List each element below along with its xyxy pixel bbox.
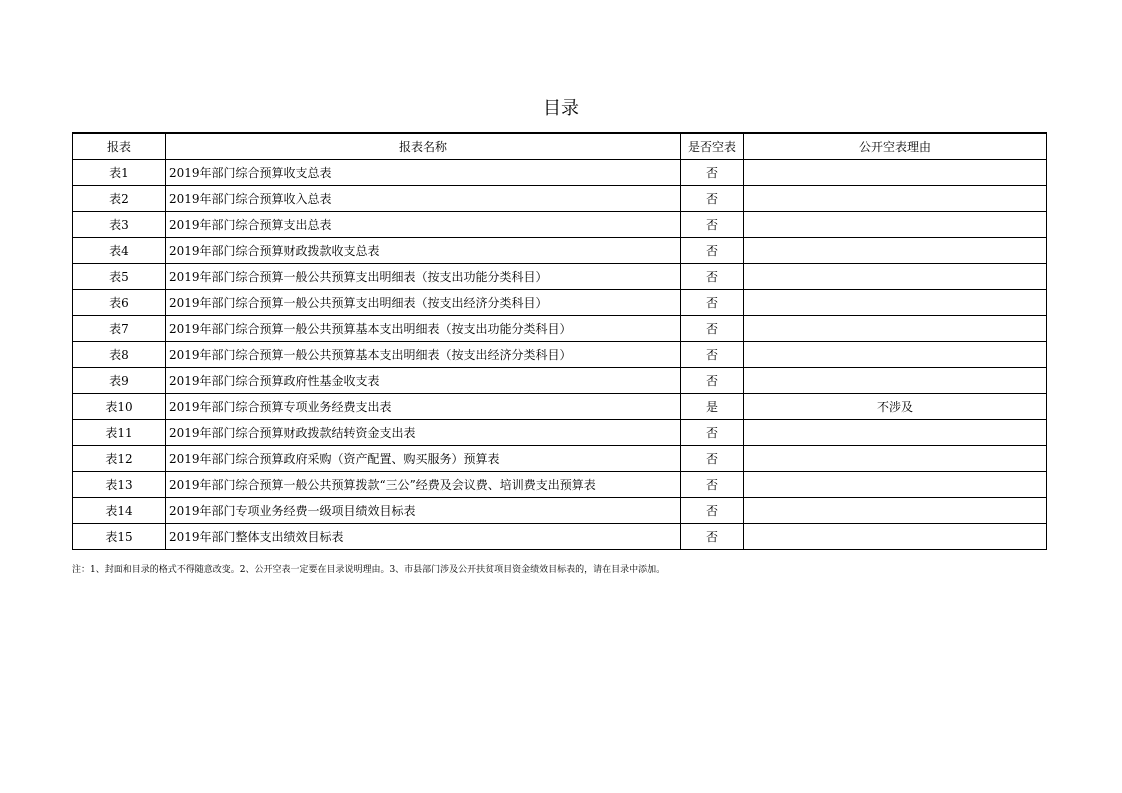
header-empty-reason: 公开空表理由 (744, 133, 1047, 160)
table-row (73, 472, 1047, 498)
page-title: 目录 (543, 98, 579, 119)
cell-report-no: 表10 (73, 394, 166, 420)
cell-empty-reason (744, 472, 1047, 498)
cell-report-no: 表15 (73, 524, 166, 550)
cell-is-empty: 是 (681, 394, 744, 420)
cell-report-name: 2019年部门综合预算支出总表 (166, 212, 681, 238)
cell-report-name: 2019年部门综合预算政府性基金收支表 (166, 368, 681, 394)
cell-is-empty: 否 (681, 524, 744, 550)
cell-report-no: 表2 (73, 186, 166, 212)
cell-report-name: 2019年部门综合预算一般公共预算支出明细表（按支出经济分类科目） (166, 290, 681, 316)
cell-report-no: 表6 (73, 290, 166, 316)
cell-report-name: 2019年部门综合预算专项业务经费支出表 (166, 394, 681, 420)
cell-is-empty: 否 (681, 316, 744, 342)
cell-report-name: 2019年部门综合预算财政拨款收支总表 (166, 238, 681, 264)
cell-empty-reason (744, 264, 1047, 290)
table-row (73, 238, 1047, 264)
cell-empty-reason (744, 368, 1047, 394)
cell-empty-reason (744, 238, 1047, 264)
cell-empty-reason (744, 212, 1047, 238)
cell-is-empty: 否 (681, 446, 744, 472)
cell-report-name: 2019年部门专项业务经费一级项目绩效目标表 (166, 498, 681, 524)
cell-report-no: 表4 (73, 238, 166, 264)
cell-empty-reason (744, 160, 1047, 186)
table-row (73, 264, 1047, 290)
cell-is-empty: 否 (681, 472, 744, 498)
cell-report-name: 2019年部门综合预算政府采购（资产配置、购买服务）预算表 (166, 446, 681, 472)
table-row (73, 290, 1047, 316)
cell-empty-reason (744, 420, 1047, 446)
table-row (73, 498, 1047, 524)
cell-empty-reason (744, 316, 1047, 342)
cell-empty-reason (744, 290, 1047, 316)
cell-is-empty: 否 (681, 498, 744, 524)
header-is-empty: 是否空表 (681, 133, 744, 160)
cell-report-no: 表9 (73, 368, 166, 394)
table-row (73, 420, 1047, 446)
catalog-table (72, 132, 1047, 550)
table-row (73, 160, 1047, 186)
table-row (73, 446, 1047, 472)
cell-empty-reason (744, 524, 1047, 550)
cell-empty-reason: 不涉及 (744, 394, 1047, 420)
cell-is-empty: 否 (681, 342, 744, 368)
cell-is-empty: 否 (681, 290, 744, 316)
table-body (73, 160, 1047, 550)
table-header-row (73, 133, 1047, 160)
cell-report-no: 表1 (73, 160, 166, 186)
table-row (73, 316, 1047, 342)
cell-empty-reason (744, 186, 1047, 212)
cell-report-name: 2019年部门整体支出绩效目标表 (166, 524, 681, 550)
cell-report-no: 表13 (73, 472, 166, 498)
cell-is-empty: 否 (681, 186, 744, 212)
cell-report-name: 2019年部门综合预算收支总表 (166, 160, 681, 186)
table-row (73, 212, 1047, 238)
table-row (73, 394, 1047, 420)
cell-report-name: 2019年部门综合预算收入总表 (166, 186, 681, 212)
cell-is-empty: 否 (681, 212, 744, 238)
table-row (73, 368, 1047, 394)
cell-empty-reason (744, 498, 1047, 524)
table-row (73, 342, 1047, 368)
cell-is-empty: 否 (681, 264, 744, 290)
cell-report-no: 表8 (73, 342, 166, 368)
header-report-no: 报表 (73, 133, 166, 160)
footnote: 注：1、封面和目录的格式不得随意改变。2、公开空表一定要在目录说明理由。3、市县部门涉及公开扶贫项目资金绩效目标表的，请在目录中添加。 (72, 565, 666, 575)
cell-report-no: 表7 (73, 316, 166, 342)
cell-report-name: 2019年部门综合预算一般公共预算基本支出明细表（按支出经济分类科目） (166, 342, 681, 368)
cell-report-no: 表12 (73, 446, 166, 472)
cell-report-name: 2019年部门综合预算一般公共预算基本支出明细表（按支出功能分类科目） (166, 316, 681, 342)
cell-is-empty: 否 (681, 160, 744, 186)
table-row (73, 186, 1047, 212)
table-row (73, 524, 1047, 550)
cell-empty-reason (744, 446, 1047, 472)
cell-is-empty: 否 (681, 238, 744, 264)
cell-is-empty: 否 (681, 420, 744, 446)
cell-report-no: 表11 (73, 420, 166, 446)
cell-report-name: 2019年部门综合预算一般公共预算拨款“三公”经费及会议费、培训费支出预算表 (166, 472, 681, 498)
cell-report-no: 表3 (73, 212, 166, 238)
cell-report-no: 表14 (73, 498, 166, 524)
header-report-name: 报表名称 (166, 133, 681, 160)
cell-is-empty: 否 (681, 368, 744, 394)
cell-report-name: 2019年部门综合预算一般公共预算支出明细表（按支出功能分类科目） (166, 264, 681, 290)
cell-report-no: 表5 (73, 264, 166, 290)
cell-empty-reason (744, 342, 1047, 368)
cell-report-name: 2019年部门综合预算财政拨款结转资金支出表 (166, 420, 681, 446)
